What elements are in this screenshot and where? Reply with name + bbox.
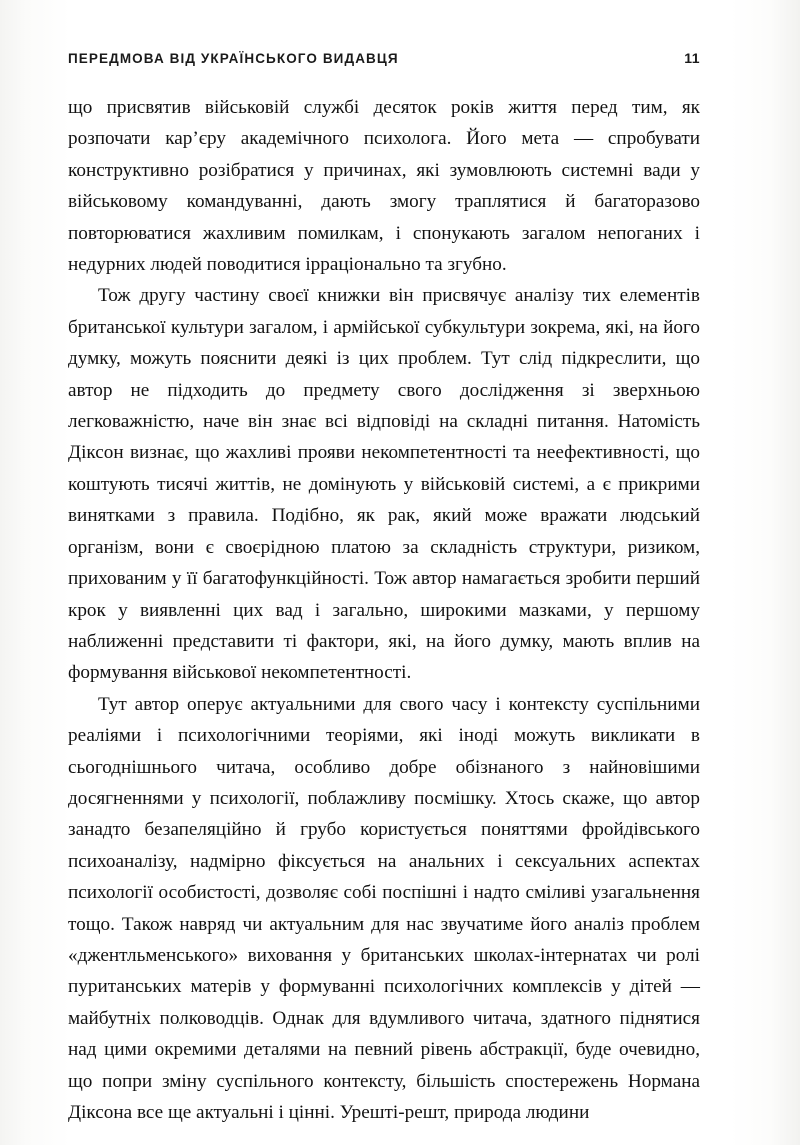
- paragraph: Тож другу частину своєї книжки він присвячує аналізу тих елементів британської культури загалом, і армійської субкультури зокрема, які, на його думку, можуть пояснити деякі із цих проблем. Тут слід підкреслити, що автор не підходить до предмету свого дослідження зі зверхньою легковажністю, наче він знає всі відповіді на складні питання. Натомість Діксон визнає, що жахливі прояви некомпетентності та неефективності, що коштують тисячі життів, не домінують у військовій системі, а є прикрими винятками з правила. Подібно, як рак, який може вражати людський організм, вони є своєрідною платою за складність структури, ризиком, прихованим у її багатофункційності. Тож автор намагається зробити перший крок у виявленні цих вад і загально, широкими мазками, у першому наближенні представити ті фактори, які, на його думку, мають вплив на формування військової некомпетентності.: [68, 285, 700, 684]
- chapter-title: ПЕРЕДМОВА ВІД УКРАЇНСЬКОГО ВИДАВЦЯ: [68, 51, 399, 66]
- page-content: [68, 50, 700, 1128]
- paragraph: Тут автор оперує актуальними для свого часу і контексту суспільними реаліями і психологічними теоріями, які іноді можуть викликати в сьогоднішнього читача, особливо добре обізнаного з найновішими досягненнями у психології, поблажливу посмішку. Хтось скаже, що автор занадто безапеляційно й грубо користується поняттями фройдівського психоаналізу, надмірно фіксується на анальних і сексуальних аспектах психології особистості, дозволяє собі поспішні і надто сміливі узагальнення тощо. Також навряд чи актуальним для нас звучатиме його аналіз проблем «джентльменського» виховання у британських школах-інтернатах чи ролі пуританських матерів у формуванні психологічних комплексів у дітей — майбутніх полководців. Однак для вдумливого читача, здатного піднятися над цими окремими деталями на певний рівень абстракції, буде очевидно, що попри зміну суспільного контексту, більшість спостережень Нормана Діксона все ще актуальні і цінні. Урешті-решт, природа людини: [68, 693, 700, 1123]
- paragraph: що присвятив військовій службі десяток років життя перед тим, як розпочати кар’єру академічного психолога. Його мета — спробувати конструктивно розібратися у причинах, які зумовлюють системні вади у військовому командуванні, дають змогу траплятися й багаторазово повторюватися жахливим помилкам, і спонукають загалом непоганих і недурних людей поводитися ірраціонально та згубно.: [68, 97, 700, 276]
- body-text: [68, 92, 700, 1128]
- running-head: [68, 50, 700, 66]
- page-number: 11: [684, 50, 700, 66]
